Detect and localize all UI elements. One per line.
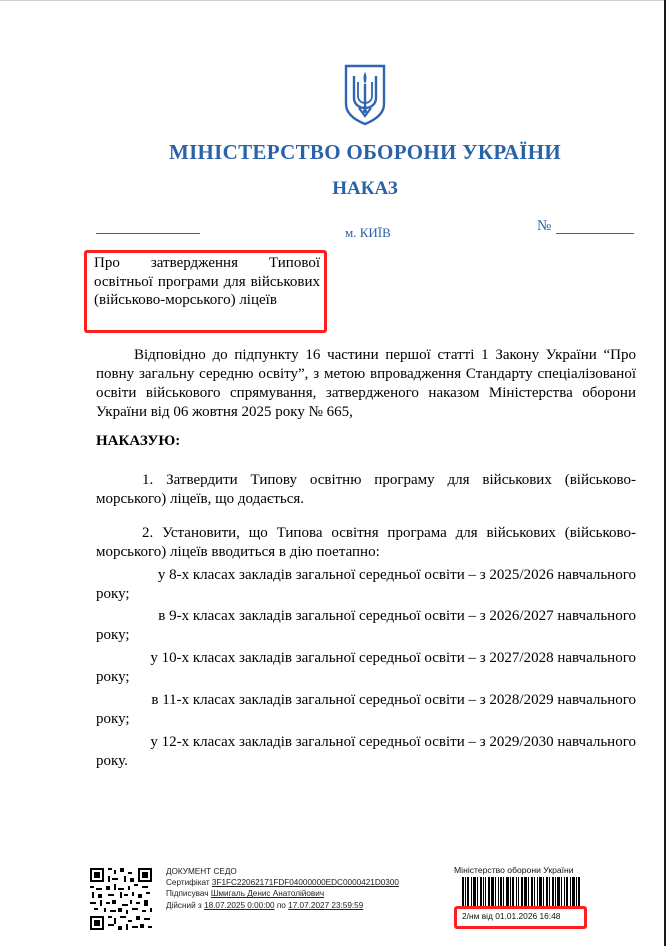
grade-item-year: року;: [96, 627, 130, 643]
date-blank: [96, 219, 200, 234]
registration-organization: Міністерство оборони України: [454, 865, 574, 875]
sedo-title: ДОКУМЕНТ СЕДО: [166, 867, 237, 876]
grade-item-year: року;: [96, 669, 130, 685]
valid-from: 18.07.2025 0:00:00: [204, 900, 275, 910]
grade-item-year: року;: [96, 711, 130, 727]
certificate-label: Сертифікат: [166, 878, 210, 888]
grade-item-line: у 12-х класах закладів загальної середньої освіти – з 2029/2030 навчального: [150, 734, 636, 750]
preamble-paragraph: Відповідно до підпункту 16 частини першої статті 1 Закону України “Про повну загальну середню освіту”, з метою впровадження Стандарту спеціалізованої освіти військового спрямування, затвердженого наказом Міністерства оборони України від 06 жовтня 2025 року № 665,: [96, 347, 636, 420]
order-heading: НАКАЗУЮ:: [96, 433, 181, 449]
number-sign: №: [537, 218, 552, 234]
grade-item: [96, 691, 636, 729]
document-type: НАКАЗ: [332, 178, 398, 199]
coat-of-arms-icon: [343, 64, 387, 126]
sedo-signature-block: [166, 866, 399, 911]
valid-to-label: по: [276, 900, 286, 910]
barcode-icon: [462, 877, 580, 906]
sedo-certificate: [166, 877, 399, 888]
grade-item-line: в 9-х класах закладів загальної середньої освіти – з 2026/2027 навчального: [158, 608, 636, 624]
city-label: м. КИЇВ: [345, 225, 391, 240]
signer-value: Шмигаль Денис Анатолійович: [210, 889, 325, 899]
registration-number: 2/нм від 01.01.2026 16:48: [462, 911, 561, 921]
grade-item: [96, 566, 636, 604]
grade-item-year: року;: [96, 586, 130, 602]
order-item-2: 2. Установити, що Типова освітня програма для військових (військово-морського) ліцеїв вводиться в дію поетапно:: [96, 525, 636, 560]
grade-item: [96, 607, 636, 645]
valid-from-label: Дійсний з: [166, 900, 202, 910]
signer-label: Підписувач: [166, 889, 209, 899]
grade-item-line: у 10-х класах закладів загальної середньої освіти – з 2027/2028 навчального: [150, 650, 636, 666]
ministry-name: МІНІСТЕРСТВО ОБОРОНИ УКРАЇНИ: [168, 140, 562, 164]
qr-code-icon: [88, 866, 154, 932]
grade-item-line: в 11-х класах закладів загальної середньої освіти – з 2028/2029 навчального: [151, 692, 636, 708]
sedo-signer: [166, 888, 399, 899]
certificate-value: 3F1FC22062171FDF04000000EDC0000421D0300: [211, 878, 399, 888]
sedo-validity: [166, 900, 399, 911]
grade-item: [96, 649, 636, 687]
number-blank: [556, 219, 634, 234]
grade-item-line: у 8-х класах закладів загальної середньої освіти – з 2025/2026 навчального: [157, 567, 636, 583]
order-item-1: 1. Затвердити Типову освітню програму для військових (військово-морського) ліцеїв, що додається.: [96, 472, 636, 507]
grade-item: [96, 733, 636, 771]
valid-to: 17.07.2027 23:59:59: [288, 900, 364, 910]
page-top-border: [0, 0, 666, 1]
order-subject: Про затвердження Типової освітньої програми для військових (військово-морського) ліцеїв: [94, 255, 320, 308]
grade-item-year: року.: [96, 753, 128, 769]
